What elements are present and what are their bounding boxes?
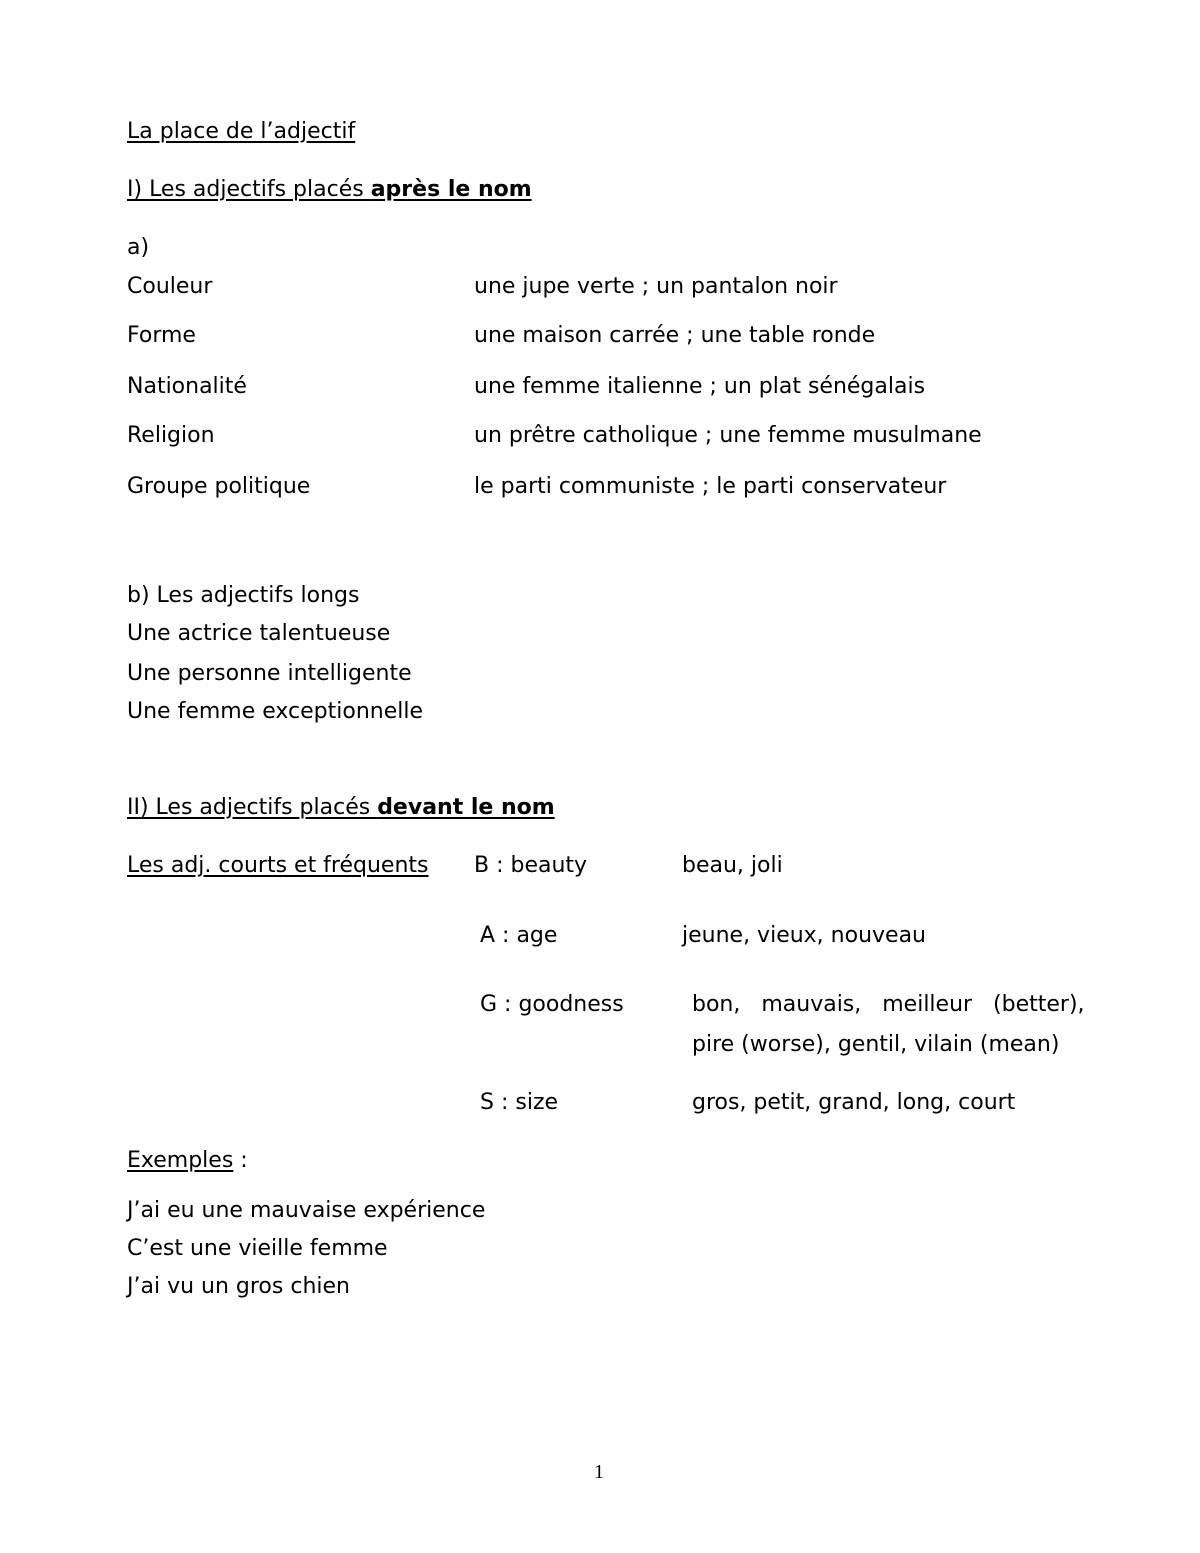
row-example: un prêtre catholique ; une femme musulmane (474, 423, 982, 448)
row-category: Nationalité (127, 374, 247, 399)
section-2-heading-bold: devant le nom (377, 795, 555, 820)
bags-letter: S : size (480, 1090, 559, 1115)
examples-label: Exemples (127, 1148, 234, 1173)
part-b-example: Une personne intelligente (127, 661, 412, 686)
part-b-label: b) Les adjectifs longs (127, 583, 360, 608)
bags-letter: G : goodness (480, 992, 624, 1017)
section-1-heading-bold: après le nom (370, 177, 532, 202)
section-2-heading (127, 794, 555, 822)
bags-adjectives: jeune, vieux, nouveau (682, 923, 926, 948)
examples-heading (127, 1147, 248, 1175)
section-2-subheading: Les adj. courts et fréquents (127, 853, 429, 878)
row-example: le parti communiste ; le parti conservateur (474, 474, 947, 499)
examples-colon: : (233, 1148, 248, 1173)
row-category: Couleur (127, 274, 213, 299)
section-2-heading-prefix: II) Les adjectifs placés (127, 795, 378, 820)
row-example: une jupe verte ; un pantalon noir (474, 274, 838, 299)
bags-adjectives: beau, joli (682, 853, 783, 878)
row-category: Groupe politique (127, 474, 311, 499)
example-sentence: C’est une vieille femme (127, 1236, 388, 1261)
bags-adjectives: gros, petit, grand, long, court (692, 1090, 1016, 1115)
part-a-label: a) (127, 235, 150, 260)
example-sentence: J’ai eu une mauvaise expérience (127, 1198, 486, 1223)
row-example: une femme italienne ; un plat sénégalais (474, 374, 926, 399)
row-category: Religion (127, 423, 215, 448)
part-b-example: Une actrice talentueuse (127, 621, 391, 646)
section-1-heading (127, 176, 532, 204)
row-example: une maison carrée ; une table ronde (474, 323, 876, 348)
row-category: Forme (127, 323, 196, 348)
bags-letter: A : age (480, 923, 558, 948)
part-b-example: Une femme exceptionnelle (127, 699, 424, 724)
section-1-heading-prefix: I) Les adjectifs placés (127, 177, 371, 202)
bags-letter: B : beauty (474, 853, 588, 878)
page-title: La place de l’adjectif (127, 119, 356, 144)
bags-adjectives: bon, mauvais, meilleur (better), (692, 992, 1085, 1017)
page-number: 1 (594, 1461, 604, 1483)
example-sentence: J’ai vu un gros chien (127, 1274, 350, 1299)
bags-adjectives: pire (worse), gentil, vilain (mean) (692, 1032, 1060, 1057)
